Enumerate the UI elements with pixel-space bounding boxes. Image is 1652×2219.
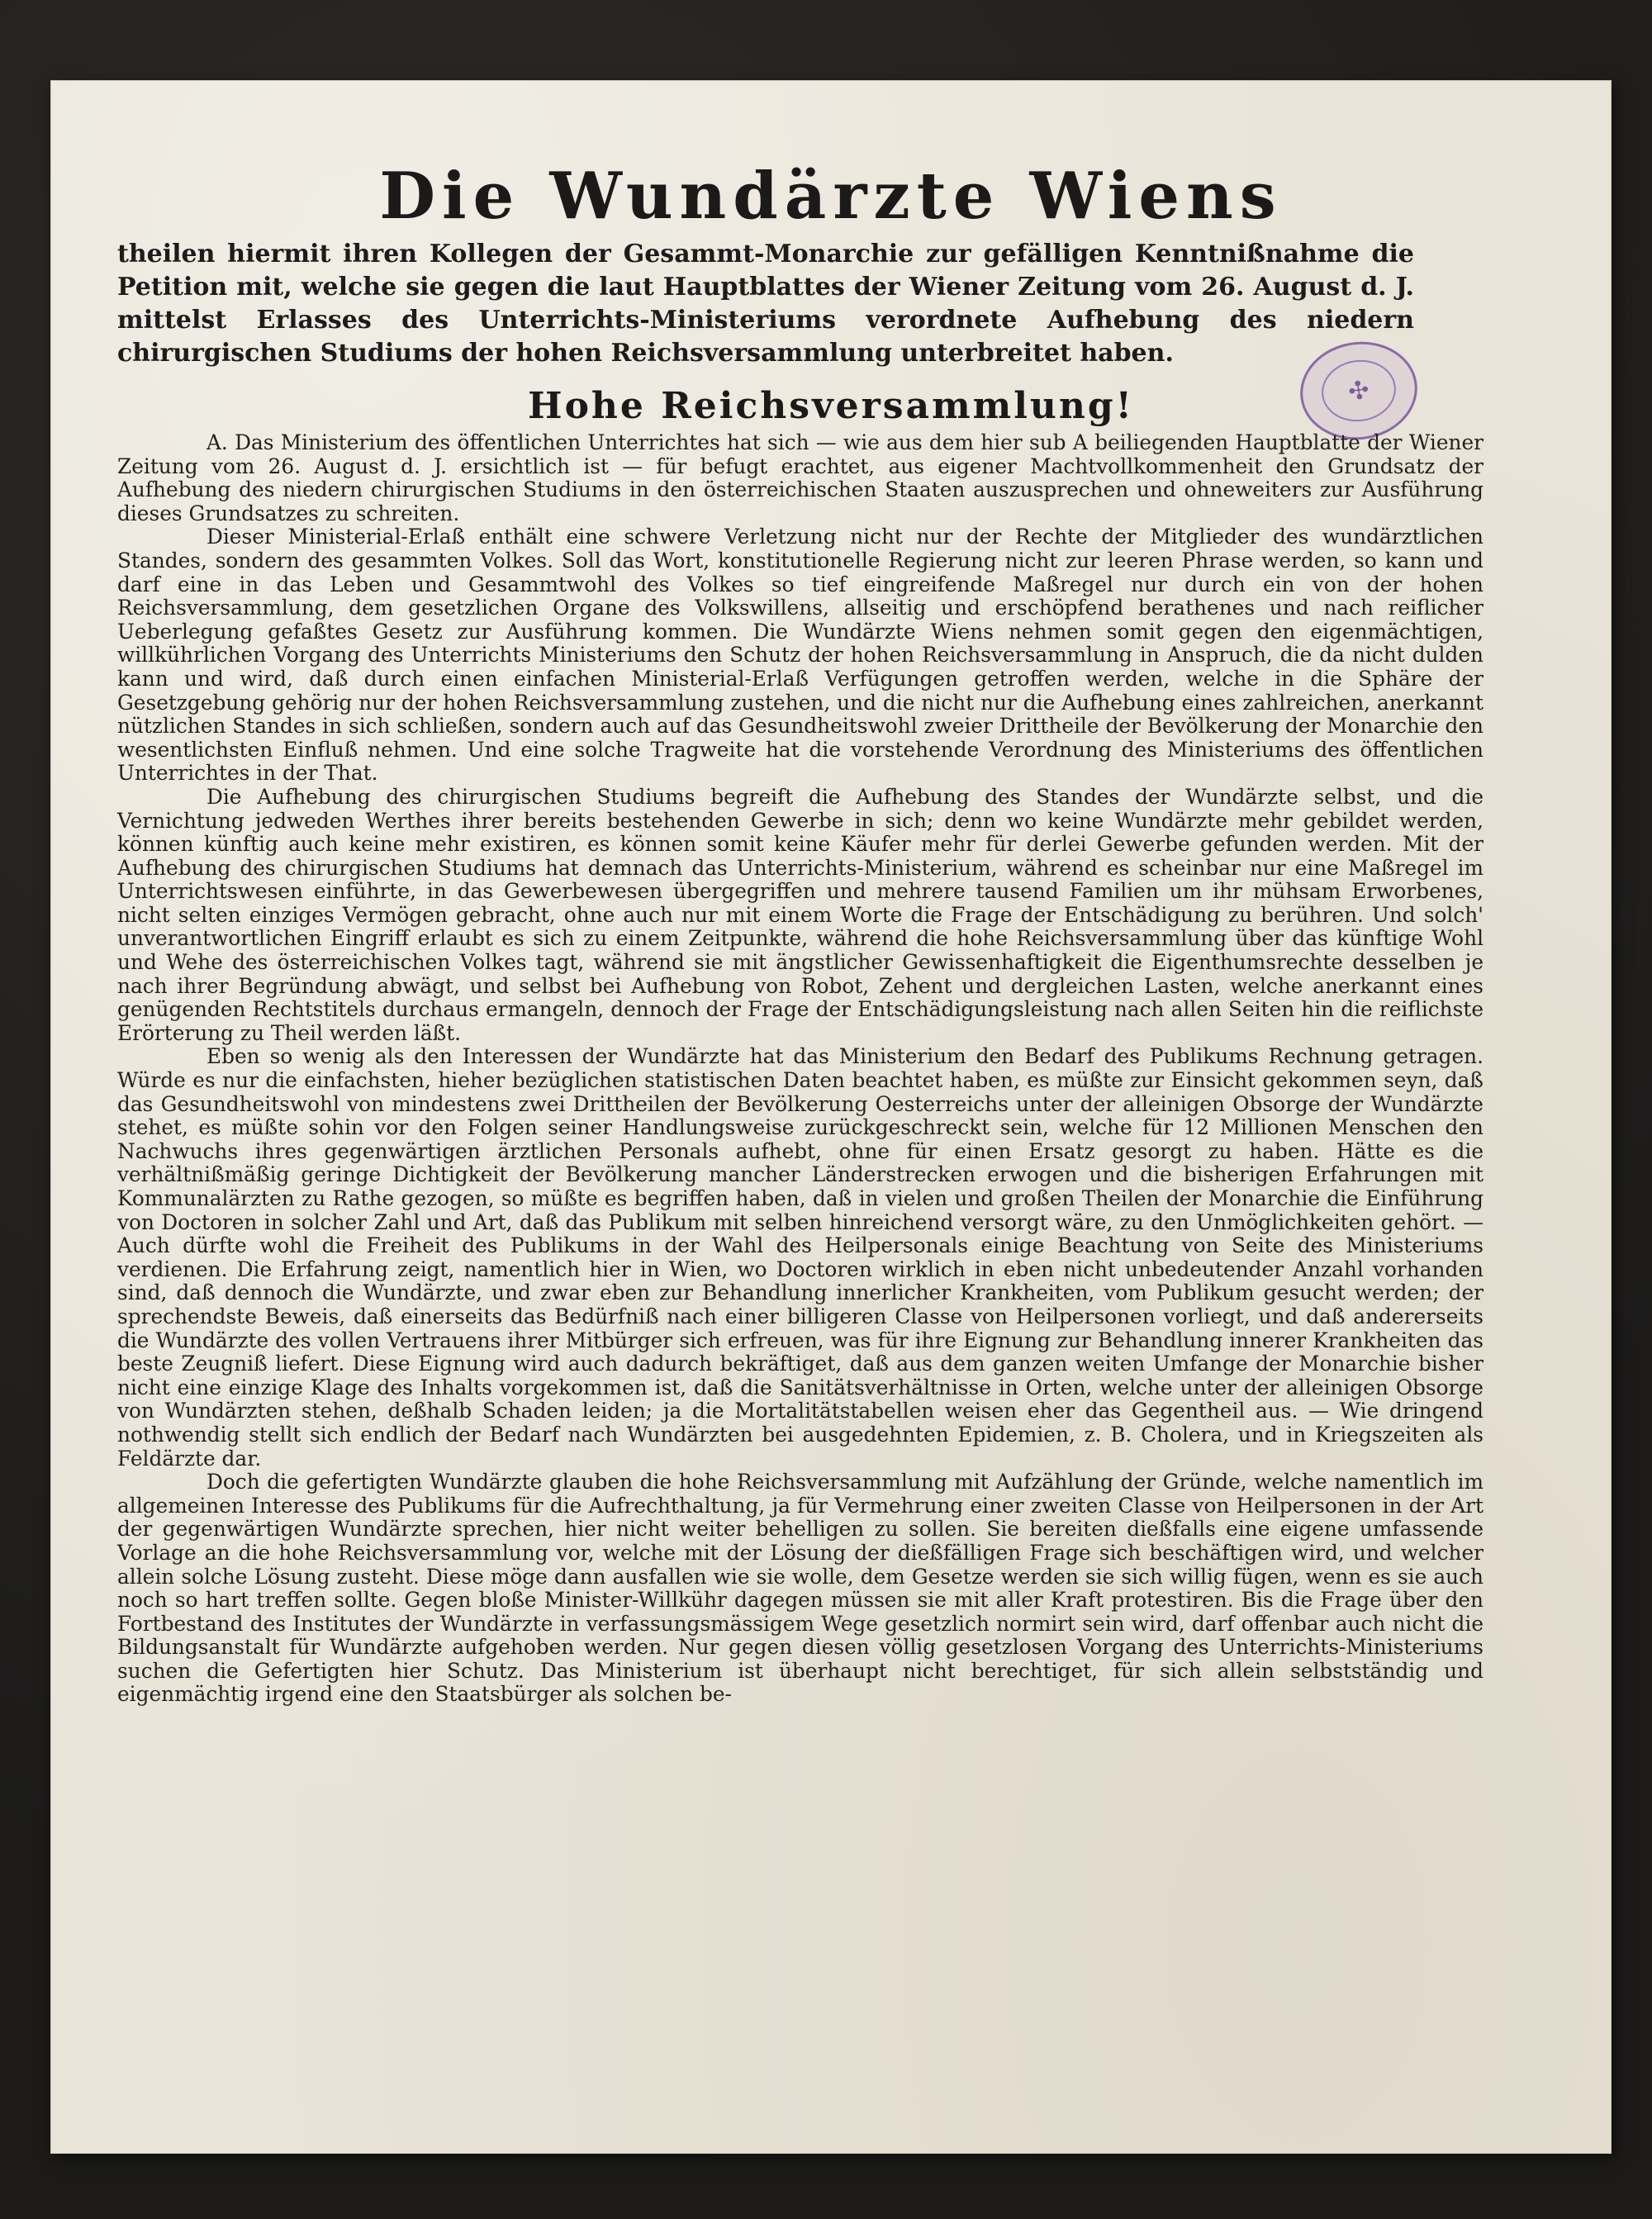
paragraph-ministerial-erlass: Dieser Ministerial-Erlaß enthält eine schwere Verletzung nicht nur der Rechte der Mitglieder des wundärztlichen Standes, sondern des gesammten Volkes. Soll das Wort, konstitutionelle Regierung nicht zur leeren Phrase werden, so kann und darf eine in das Leben und Gesammtwohl des Volkes so tief eingreifende Maßregel nur durch ein von der hohen Reichsversammlung, dem gesetzlichen Organe des Volkswillens, allseitig und erschöpfend berathenes und nach reiflicher Ueberlegung gefaßtes Gesetz zur Ausführung kommen. Die Wundärzte Wiens nehmen somit gegen den eigenmächtigen, willkührlichen Vorgang des Unterrichts Ministeriums den Schutz der hohen Reichsversammlung in Anspruch, die da nicht dulden kann und wird, daß durch einen einfachen Ministerial-Erlaß Verfügungen getroffen werden, welche in die Sphäre der Gesetzgebung gehörig nur der hohen Reichsversammlung zustehen, und die nicht nur die Aufhebung eines zahlreichen, anerkannt nützlichen Standes in sich schließen, sondern auch auf das Gesundheitswohl zweier Drittheile der Bevölkerung der Monarchie den wesentlichsten Einfluß nehmen. Und eine solche Tragweite hat die vorstehende Verordnung des Ministeriums des öffentlichen Unterrichtes in der That. [117,525,1483,786]
salutation-heading: Hohe Reichsversammlung! [528,385,1134,427]
stamp-symbol: ✣ [1346,374,1371,407]
paragraph-publikum: Eben so wenig als den Interessen der Wundärzte hat das Ministerium den Bedarf des Publikums Rechnung getragen. Würde es nur die einfachsten, hieher bezüglichen statistischen Daten beachtet haben, es müßte zur Einsicht gekommen seyn, daß das Gesundheitswohl von mindestens zwei Drittheilen der Bevölkerung Oesterreichs unter der alleinigen Obsorge der Wundärzte stehet, es müßte sohin vor den Folgen seiner Handlungsweise zurückgeschreckt sein, welche für 12 Millionen Menschen den Nachwuchs ihres gegenwärtigen ärztlichen Personals aufhebt, ohne für einen Ersatz gesorgt zu haben. Hätte es die verhältnißmäßig geringe Dichtigkeit der Bevölkerung mancher Länderstrecken erwogen und die bisherigen Erfahrungen mit Kommunalärzten zu Rathe gezogen, so müßte es begriffen haben, daß in vielen und großen Theilen der Monarchie die Einführung von Doctoren in solcher Zahl und Art, daß das Publikum mit selben hinreichend versorgt wäre, zu den Unmöglichkeiten gehört. — Auch dürfte wohl die Freiheit des Publikums in der Wahl des Heilpersonals einige Beachtung von Seite des Ministeriums verdienen. Die Erfahrung zeigt, namentlich hier in Wien, wo Doctoren wirklich in eben nicht unbedeutender Anzahl vorhanden sind, daß dennoch die Wundärzte, und zwar eben zur Behandlung innerlicher Krankheiten, vom Publikum gesucht werden; der sprechendste Beweis, daß einerseits das Bedürfniß nach einer billigeren Classe von Heilpersonen vorliegt, und daß andererseits die Wundärzte des vollen Vertrauens ihrer Mitbürger sich erfreuen, was für ihre Eignung zur Behandlung innerer Krankheiten das beste Zeugniß liefert. Diese Eignung wird auch dadurch bekräftiget, daß aus dem ganzen weiten Umfange der Monarchie bisher nicht eine einzige Klage des Inhalts vorgekommen ist, daß die Sanitätsverhältnisse in Orten, welche unter der alleinigen Obsorge von Wundärzten stehen, deßhalb Schaden leiden; ja die Mortalitätstabellen weisen eher das Gegentheil aus. — Wie dringend nothwendig stellt sich endlich der Bedarf nach Wundärzten bei ausgedehnten Epidemien, z. B. Cholera, und in Kriegszeiten als Feldärzte dar. [117,1044,1483,1471]
intro-paragraph: theilen hiermit ihren Kollegen der Gesammt-Monarchie zur gefälligen Kenntnißnahme die Petition mit, welche sie gegen die laut Hauptblattes der Wiener Zeitung vom 26. August d. J. mittelst Erlasses des Unterrichts-Ministeriums verordnete Aufhebung des niedern chirurgischen Studiums der hohen Reichsversammlung unterbreitet haben. [117,240,1414,368]
paragraph-schluss: Doch die gefertigten Wundärzte glauben die hohe Reichsversammlung mit Aufzählung der Gründe, welche namentlich im allgemeinen Interesse des Publikums für die Aufrechthaltung, ja für Vermehrung einer zweiten Classe von Heilpersonen in der Art der gegenwärtigen Wundärzte sprechen, hier nicht weiter behelligen zu sollen. Sie bereiten dießfalls eine eigene umfassende Vorlage an die hohe Reichsversammlung vor, welche mit der Lösung der dießfälligen Frage sich beschäftigen wird, und welcher allein solche Lösung zusteht. Diese möge dann ausfallen wie sie wolle, dem Gesetze werden sie sich willig fügen, wenn es sie auch noch so hart treffen sollte. Gegen bloße Minister-Willkühr dagegen müssen sie mit aller Kraft protestiren. Bis die Frage über den Fortbestand des Institutes der Wundärzte in verfassungsmässigem Wege gesetzlich normirt sein wird, darf offenbar auch nicht die Bildungsanstalt für Wundärzte aufgehoben werden. Nur gegen diesen völlig gesetzlosen Vorgang des Unterrichts-Ministeriums suchen die Gefertigten hier Schutz. Das Ministerium ist überhaupt nicht berechtiget, für sich allein selbstständig und eigenmächtig irgend eine den Staatsbürger als solchen be- [117,1470,1483,1707]
petition-body [117,431,1483,1707]
paragraph-a: A. Das Ministerium des öffentlichen Unterrichtes hat sich — wie aus dem hier sub A beiliegenden Hauptblatte der Wiener Zeitung vom 26. August d. J. ersichtlich ist — für befugt erachtet, aus eigener Machtvollkommenheit den Grundsatz der Aufhebung des niedern chirurgischen Studiums in den österreichischen Staaten auszusprechen und ohneweiters zur Ausführung dieses Grundsatzes zu schreiten. [117,430,1483,525]
document-page [51,81,1611,2153]
paragraph-aufhebung: Die Aufhebung des chirurgischen Studiums begreift die Aufhebung des Standes der Wundärzte selbst, und die Vernichtung jedweden Werthes ihrer bereits bestehenden Gewerbe in sich; denn wo keine Wundärzte mehr gebildet werden, können künftig auch keine mehr existiren, es können somit keine Käufer mehr für derlei Gewerbe gefunden werden. Mit der Aufhebung des chirurgischen Studiums hat demnach das Unterrichts-Ministerium, während es scheinbar nur eine Maßregel im Unterrichtswesen einführte, in das Gewerbewesen übergegriffen und mehrere tausend Familien um ihr mühsam Erworbenes, nicht selten einziges Vermögen gebracht, ohne auch nur mit einem Worte die Frage der Entschädigung zu berühren. Und solch' unverantwortlichen Eingriff erlaubt es sich zu einem Zeitpunkte, während die hohe Reichsversammlung über das künftige Wohl und Wehe des österreichischen Volkes tagt, während sie mit ängstlicher Gewissenhaftigkeit die Eigenthumsrechte desselben je nach ihrer Begründung abwägt, und selbst bei Aufhebung von Robot, Zehent und dergleichen Lasten, welche anerkannt eines genügenden Rechtstitels durchaus ermangeln, dennoch der Frage der Entschädigungsleistung nach allen Seiten hin die reiflichste Erörterung zu Theil werden läßt. [117,784,1483,1045]
document-title: Die Wundärzte Wiens [379,159,1283,234]
